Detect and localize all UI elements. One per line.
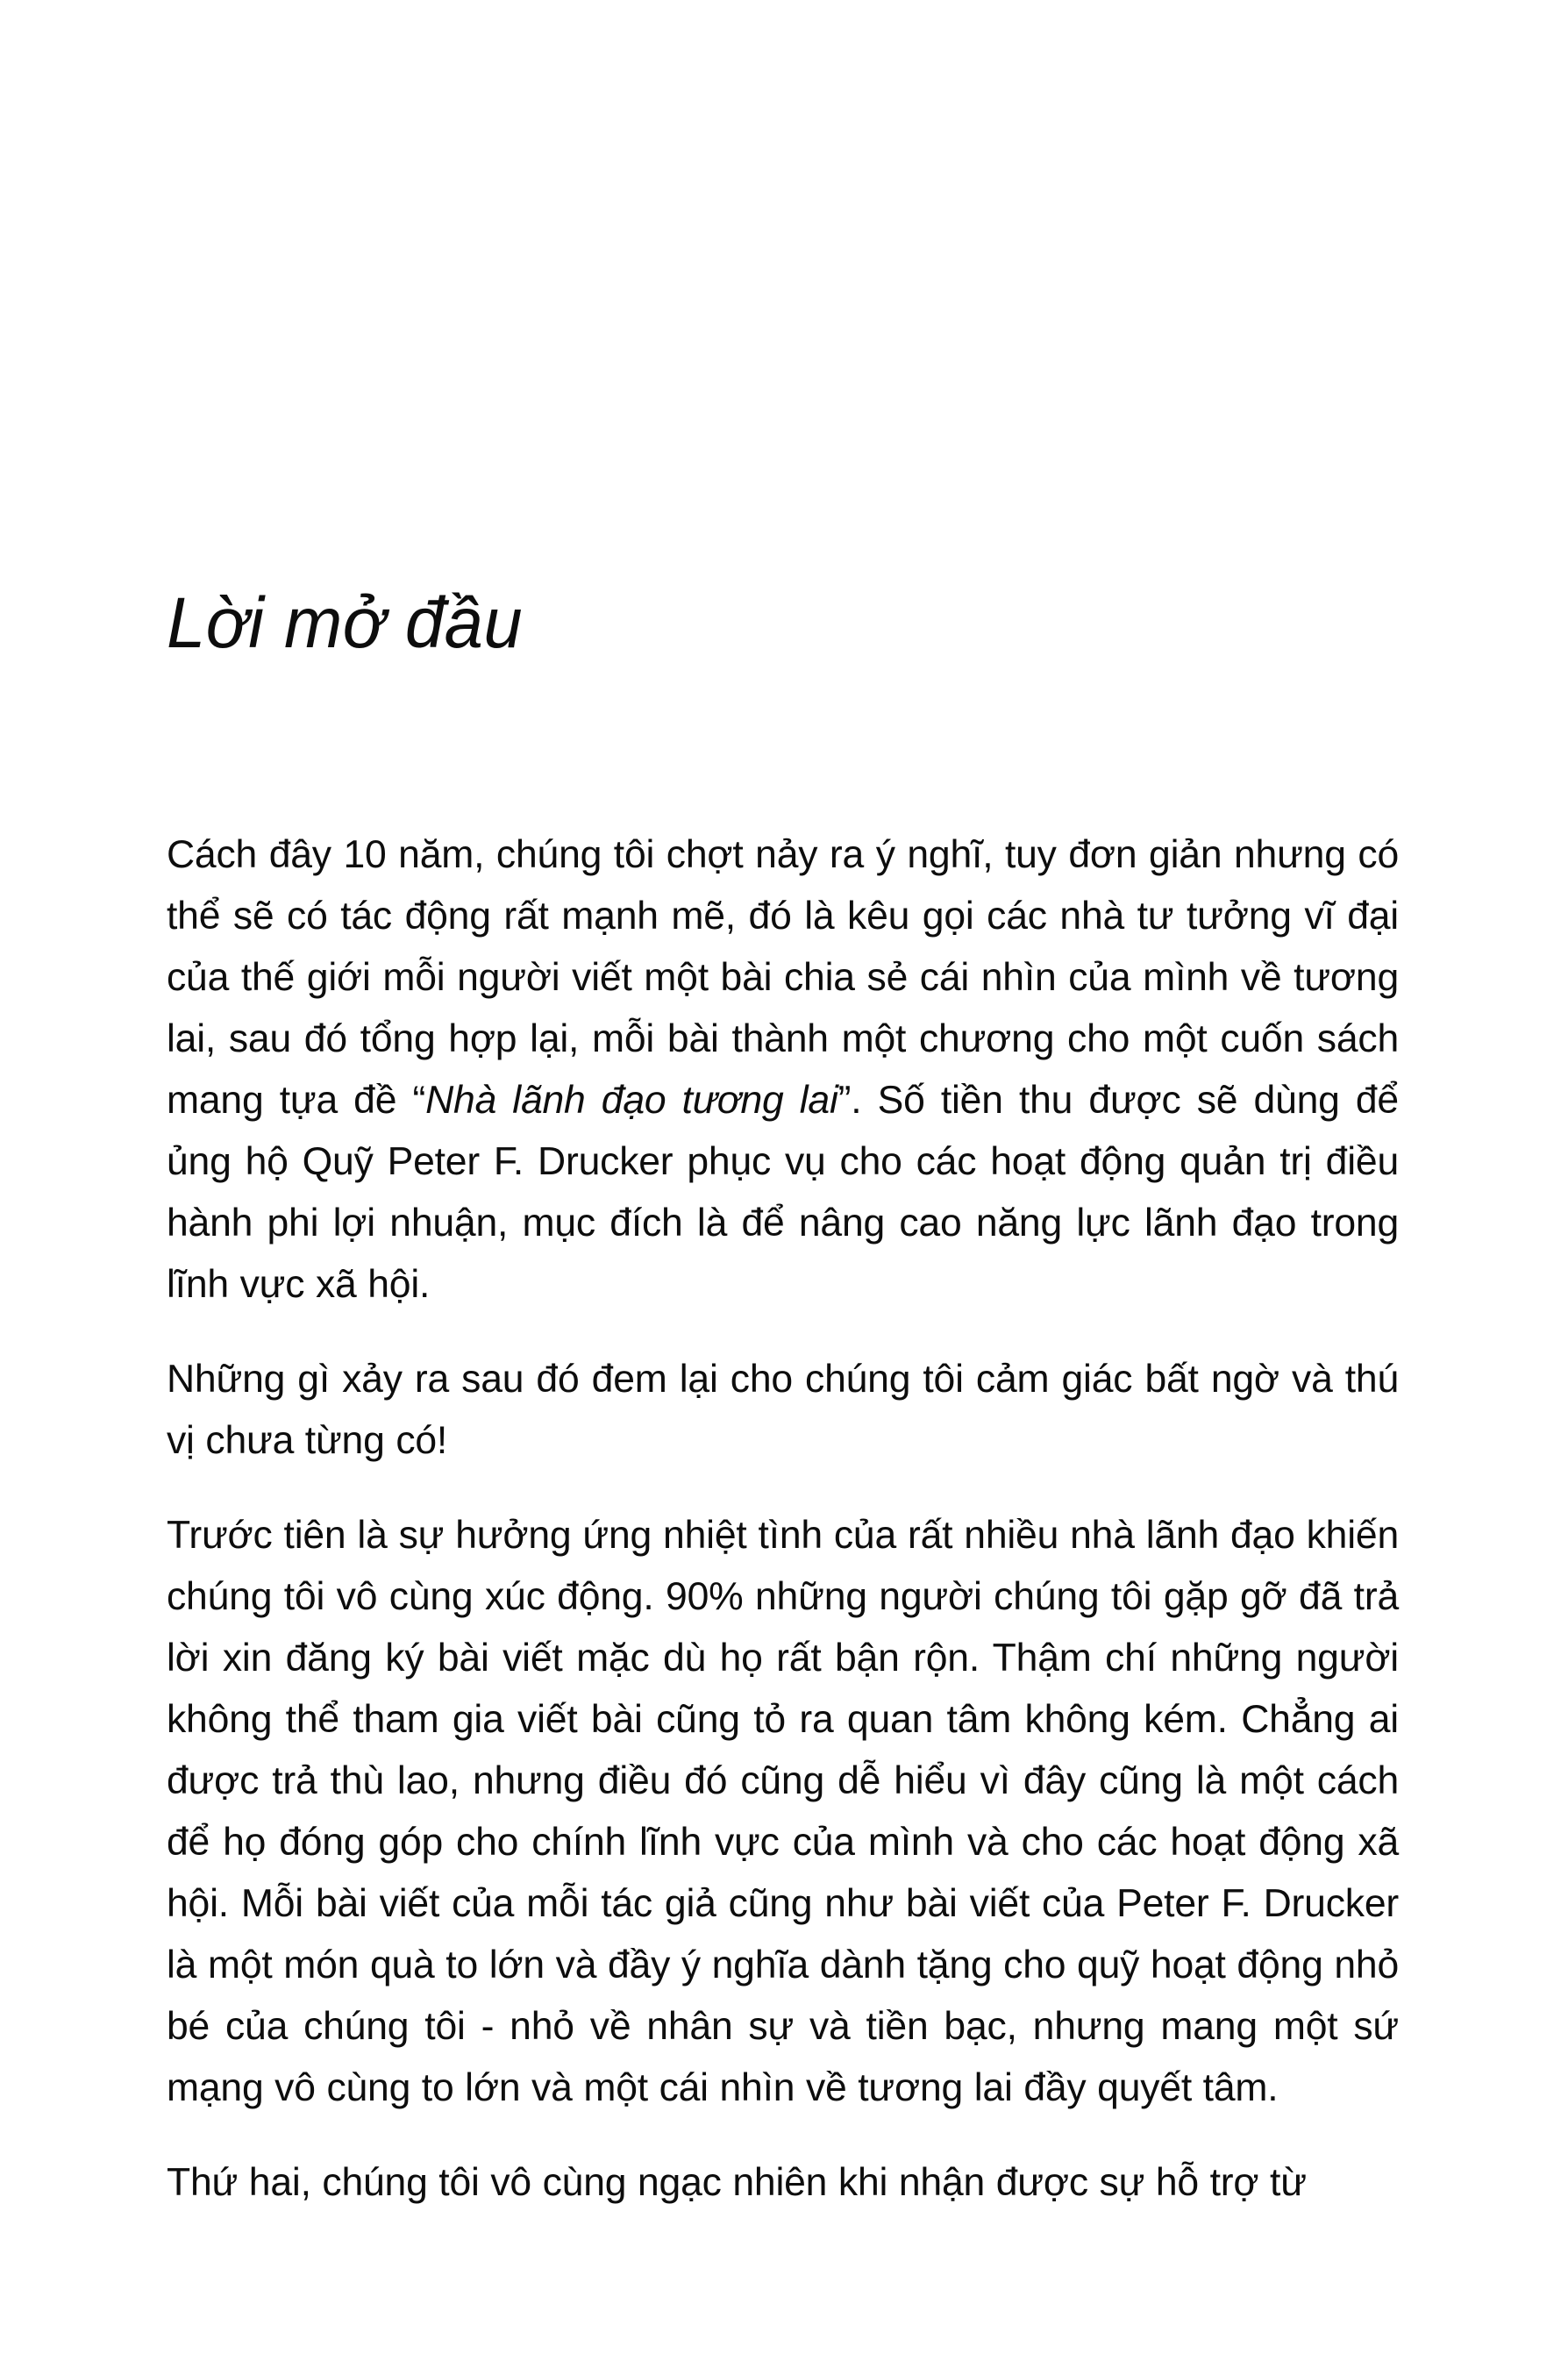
book-title-italic: Nhà lãnh đạo tương lai bbox=[425, 1079, 838, 1122]
body-text-block bbox=[167, 824, 1399, 2214]
paragraph-4: Thứ hai, chúng tôi vô cùng ngạc nhiên khi nhận được sự hỗ trợ từ bbox=[167, 2161, 1307, 2204]
paragraph-1-segment-lead: Cách đây 10 năm, chúng tôi chợt nảy ra ý nghĩ, tuy đơn giản nhưng có thể sẽ có tác động rất mạnh mẽ, đó là kêu gọi các nhà tư tưởng vĩ đại của thế giới mỗi người viết một bài chia sẻ cái nhìn của mình về tương lai, sau đó tổng hợp lại, mỗi bài thành một chương cho một cuốn sách mang tựa đề “ bbox=[167, 833, 1399, 1122]
paragraph-3: Trước tiên là sự hưởng ứng nhiệt tình của rất nhiều nhà lãnh đạo khiến chúng tôi vô cùng xúc động. 90% những người chúng tôi gặp gỡ đã trả lời xin đăng ký bài viết mặc dù họ rất bận rộn. Thậm chí những người không thể tham gia viết bài cũng tỏ ra quan tâm không kém. Chẳng ai được trả thù lao, nhưng điều đó cũng dễ hiểu vì đây cũng là một cách để họ đóng góp cho chính lĩnh vực của mình và cho các hoạt động xã hội. Mỗi bài viết của mỗi tác giả cũng như bài viết của Peter F. Drucker là một món quà to lớn và đầy ý nghĩa dành tặng cho quỹ hoạt động nhỏ bé của chúng tôi - nhỏ về nhân sự và tiền bạc, nhưng mang một sứ mạng vô cùng to lớn và một cái nhìn về tương lai đầy quyết tâm. bbox=[167, 1514, 1399, 2109]
paragraph-1 bbox=[167, 824, 1399, 1316]
paragraph-2: Những gì xảy ra sau đó đem lại cho chúng tôi cảm giác bất ngờ và thú vị chưa từng có! bbox=[167, 1358, 1399, 1462]
page-content-column bbox=[167, 0, 1399, 2368]
paragraph-1-segment-tail: ”. Số tiền thu được sẽ dùng để ủng hộ Quỹ Peter F. Drucker phục vụ cho các hoạt động quản trị điều hành phi lợi nhuận, mục đích là để nâng cao năng lực lãnh đạo trong lĩnh vực xã hội. bbox=[167, 1079, 1399, 1306]
page-title: Lời mở đầu bbox=[167, 583, 524, 663]
